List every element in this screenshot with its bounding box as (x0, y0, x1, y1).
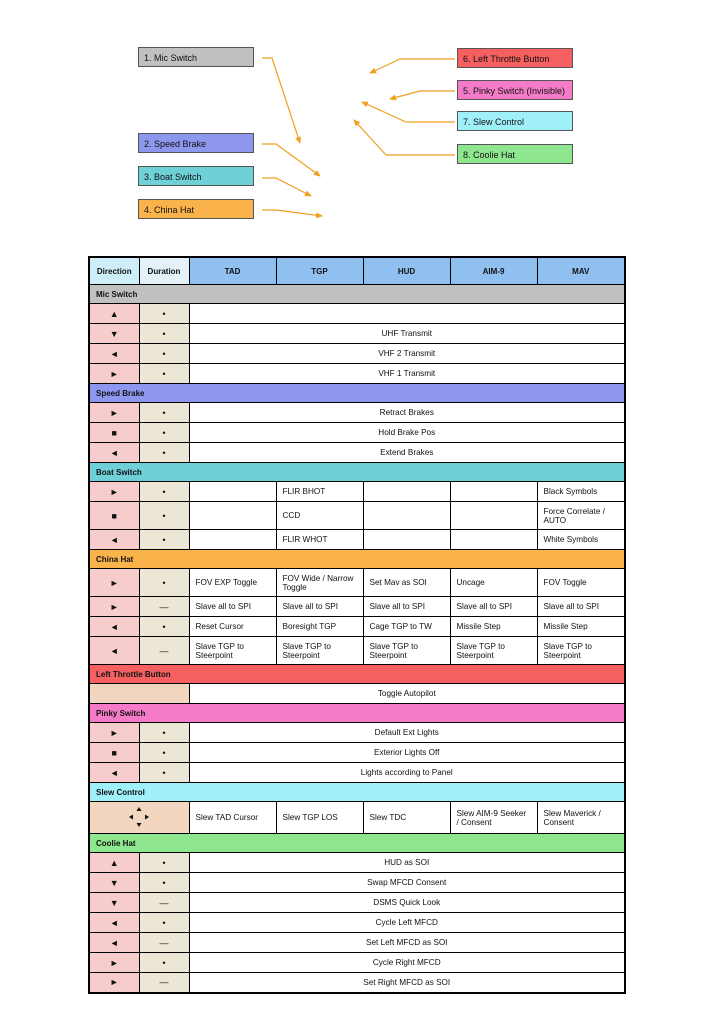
direction-cell: ► (89, 403, 139, 423)
hud-cell: Slew TDC (363, 802, 450, 834)
direction-cell: ◄ (89, 933, 139, 953)
table-row (89, 873, 625, 893)
action-cell: Extend Brakes (189, 443, 625, 463)
direction-cell: ▼ (89, 873, 139, 893)
tad-cell (189, 530, 276, 550)
section-title: Left Throttle Button (89, 665, 625, 684)
action-cell: Default Ext Lights (189, 723, 625, 743)
hud-cell (363, 502, 450, 530)
aim9-cell: Slave TGP to Steerpoint (450, 637, 537, 665)
table-row (89, 569, 625, 597)
aim9-cell: Uncage (450, 569, 537, 597)
header-hud: HUD (363, 257, 450, 285)
table-row (89, 304, 625, 324)
arrow-coolie (354, 120, 455, 155)
duration-cell: — (139, 933, 189, 953)
mav-cell: Slave all to SPI (537, 597, 625, 617)
tad-cell: Slave TGP to Steerpoint (189, 637, 276, 665)
mav-cell: FOV Toggle (537, 569, 625, 597)
direction-cell: ▼ (89, 324, 139, 344)
callout-pinky-switch: 5. Pinky Switch (Invisible) (457, 80, 573, 100)
direction-cell: ► (89, 953, 139, 973)
table-row (89, 763, 625, 783)
tgp-cell: CCD (276, 502, 363, 530)
section-slew-control (89, 783, 625, 802)
section-left-throttle-button (89, 665, 625, 684)
tad-cell (189, 502, 276, 530)
header-mav: MAV (537, 257, 625, 285)
duration-cell: • (139, 443, 189, 463)
section-china-hat (89, 550, 625, 569)
section-boat-switch (89, 463, 625, 482)
header-duration: Duration (139, 257, 189, 285)
section-title: Slew Control (89, 783, 625, 802)
tad-cell: Slew TAD Cursor (189, 802, 276, 834)
direction-cell: ► (89, 569, 139, 597)
aim9-cell: Missile Step (450, 617, 537, 637)
table-row (89, 853, 625, 873)
mav-cell: Black Symbols (537, 482, 625, 502)
duration-cell: — (139, 893, 189, 913)
hud-cell: Cage TGP to TW (363, 617, 450, 637)
tad-cell: Slave all to SPI (189, 597, 276, 617)
duration-cell: • (139, 304, 189, 324)
table-row (89, 324, 625, 344)
table-row (89, 684, 625, 704)
action-cell: HUD as SOI (189, 853, 625, 873)
section-pinky-switch (89, 704, 625, 723)
tgp-cell: Slave all to SPI (276, 597, 363, 617)
duration-cell: • (139, 324, 189, 344)
mav-cell: Missile Step (537, 617, 625, 637)
direction-cell: ▼ (89, 893, 139, 913)
aim9-cell (450, 530, 537, 550)
tad-cell: FOV EXP Toggle (189, 569, 276, 597)
direction-cell: ► (89, 723, 139, 743)
section-title: Boat Switch (89, 463, 625, 482)
mav-cell: Force Correlate / AUTO (537, 502, 625, 530)
table-row (89, 973, 625, 993)
table-row (89, 617, 625, 637)
tgp-cell: FLIR BHOT (276, 482, 363, 502)
section-title: Mic Switch (89, 285, 625, 304)
header-tgp: TGP (276, 257, 363, 285)
direction-cell: ◄ (89, 763, 139, 783)
duration-cell: • (139, 403, 189, 423)
table-row (89, 482, 625, 502)
duration-cell: • (139, 873, 189, 893)
arrow-boat (262, 178, 311, 196)
duration-cell: — (139, 637, 189, 665)
callout-left-throttle-button: 6. Left Throttle Button (457, 48, 573, 68)
action-cell: Swap MFCD Consent (189, 873, 625, 893)
table-row (89, 344, 625, 364)
duration-cell: • (139, 530, 189, 550)
hud-cell (363, 482, 450, 502)
section-title: Coolie Hat (89, 834, 625, 853)
direction-cell: ◄ (89, 344, 139, 364)
duration-cell: • (139, 617, 189, 637)
aim9-cell: Slew AIM-9 Seeker / Consent (450, 802, 537, 834)
action-cell: VHF 2 Transmit (189, 344, 625, 364)
direction-cell: ► (89, 597, 139, 617)
arrow-slew (362, 102, 455, 122)
action-cell: Lights according to Panel (189, 763, 625, 783)
tgp-cell: Slew TGP LOS (276, 802, 363, 834)
section-title: Speed Brake (89, 384, 625, 403)
direction-cell: ◄ (89, 530, 139, 550)
action-cell: DSMS Quick Look (189, 893, 625, 913)
duration-cell: • (139, 502, 189, 530)
section-title: Pinky Switch (89, 704, 625, 723)
controls-table (88, 256, 626, 994)
callout-arrows (0, 0, 719, 250)
arrow-china (262, 210, 322, 216)
aim9-cell: Slave all to SPI (450, 597, 537, 617)
table-row (89, 723, 625, 743)
aim9-cell (450, 482, 537, 502)
callout-boat-switch: 3. Boat Switch (138, 166, 254, 186)
table-row (89, 597, 625, 617)
tgp-cell: Slave TGP to Steerpoint (276, 637, 363, 665)
duration-cell: • (139, 423, 189, 443)
hud-cell: Set Mav as SOI (363, 569, 450, 597)
hud-cell: Slave all to SPI (363, 597, 450, 617)
callout-speed-brake: 2. Speed Brake (138, 133, 254, 153)
duration-cell: • (139, 763, 189, 783)
tgp-cell: Boresight TGP (276, 617, 363, 637)
mav-cell: White Symbols (537, 530, 625, 550)
callout-china-hat: 4. China Hat (138, 199, 254, 219)
duration-cell: • (139, 853, 189, 873)
table-row (89, 933, 625, 953)
duration-cell: • (139, 364, 189, 384)
action-cell: Retract Brakes (189, 403, 625, 423)
table-row (89, 530, 625, 550)
table-row (89, 403, 625, 423)
duration-cell: — (139, 973, 189, 993)
four-way-arrows-icon (127, 805, 151, 829)
direction-cell: ► (89, 482, 139, 502)
action-cell: Cycle Left MFCD (189, 913, 625, 933)
action-cell: Toggle Autopilot (189, 684, 625, 704)
section-coolie-hat (89, 834, 625, 853)
header-tad: TAD (189, 257, 276, 285)
table-row (89, 423, 625, 443)
header-direction: Direction (89, 257, 139, 285)
direction-cell (89, 684, 189, 704)
hud-cell (363, 530, 450, 550)
header-aim9: AIM-9 (450, 257, 537, 285)
callout-coolie-hat: 8. Coolie Hat (457, 144, 573, 164)
action-cell (189, 304, 625, 324)
section-title: China Hat (89, 550, 625, 569)
action-cell: VHF 1 Transmit (189, 364, 625, 384)
table-row (89, 913, 625, 933)
action-cell: Cycle Right MFCD (189, 953, 625, 973)
table-row (89, 364, 625, 384)
duration-cell: • (139, 482, 189, 502)
section-speed-brake (89, 384, 625, 403)
table-row (89, 953, 625, 973)
direction-cell: ◄ (89, 637, 139, 665)
direction-cell: ◄ (89, 617, 139, 637)
table-row (89, 502, 625, 530)
table-row (89, 893, 625, 913)
table-row (89, 637, 625, 665)
duration-cell: • (139, 569, 189, 597)
duration-cell: • (139, 953, 189, 973)
direction-cell: ► (89, 973, 139, 993)
action-cell: Exterior Lights Off (189, 743, 625, 763)
mav-cell: Slave TGP to Steerpoint (537, 637, 625, 665)
callout-mic-switch: 1. Mic Switch (138, 47, 254, 67)
direction-cell: ◄ (89, 913, 139, 933)
action-cell: Set Left MFCD as SOI (189, 933, 625, 953)
direction-cell: ■ (89, 743, 139, 763)
direction-cell (89, 802, 189, 834)
direction-cell: ■ (89, 502, 139, 530)
aim9-cell (450, 502, 537, 530)
tgp-cell: FOV Wide / Narrow Toggle (276, 569, 363, 597)
tad-cell: Reset Cursor (189, 617, 276, 637)
arrow-mic (262, 58, 300, 143)
direction-cell: ▲ (89, 853, 139, 873)
direction-cell: ■ (89, 423, 139, 443)
tad-cell (189, 482, 276, 502)
duration-cell: • (139, 344, 189, 364)
arrow-pinky (390, 91, 455, 99)
action-cell: UHF Transmit (189, 324, 625, 344)
action-cell: Hold Brake Pos (189, 423, 625, 443)
section-mic-switch (89, 285, 625, 304)
direction-cell: ▲ (89, 304, 139, 324)
arrow-ltb (370, 59, 455, 73)
arrow-speed (262, 144, 320, 176)
duration-cell: — (139, 597, 189, 617)
hud-cell: Slave TGP to Steerpoint (363, 637, 450, 665)
direction-cell: ◄ (89, 443, 139, 463)
duration-cell: • (139, 723, 189, 743)
tgp-cell: FLIR WHOT (276, 530, 363, 550)
duration-cell: • (139, 913, 189, 933)
table-row (89, 743, 625, 763)
mav-cell: Slew Maverick / Consent (537, 802, 625, 834)
action-cell: Set Right MFCD as SOI (189, 973, 625, 993)
duration-cell: • (139, 743, 189, 763)
table-row (89, 443, 625, 463)
table-header-row (89, 257, 625, 285)
table-row (89, 802, 625, 834)
direction-cell: ► (89, 364, 139, 384)
callout-slew-control: 7. Slew Control (457, 111, 573, 131)
